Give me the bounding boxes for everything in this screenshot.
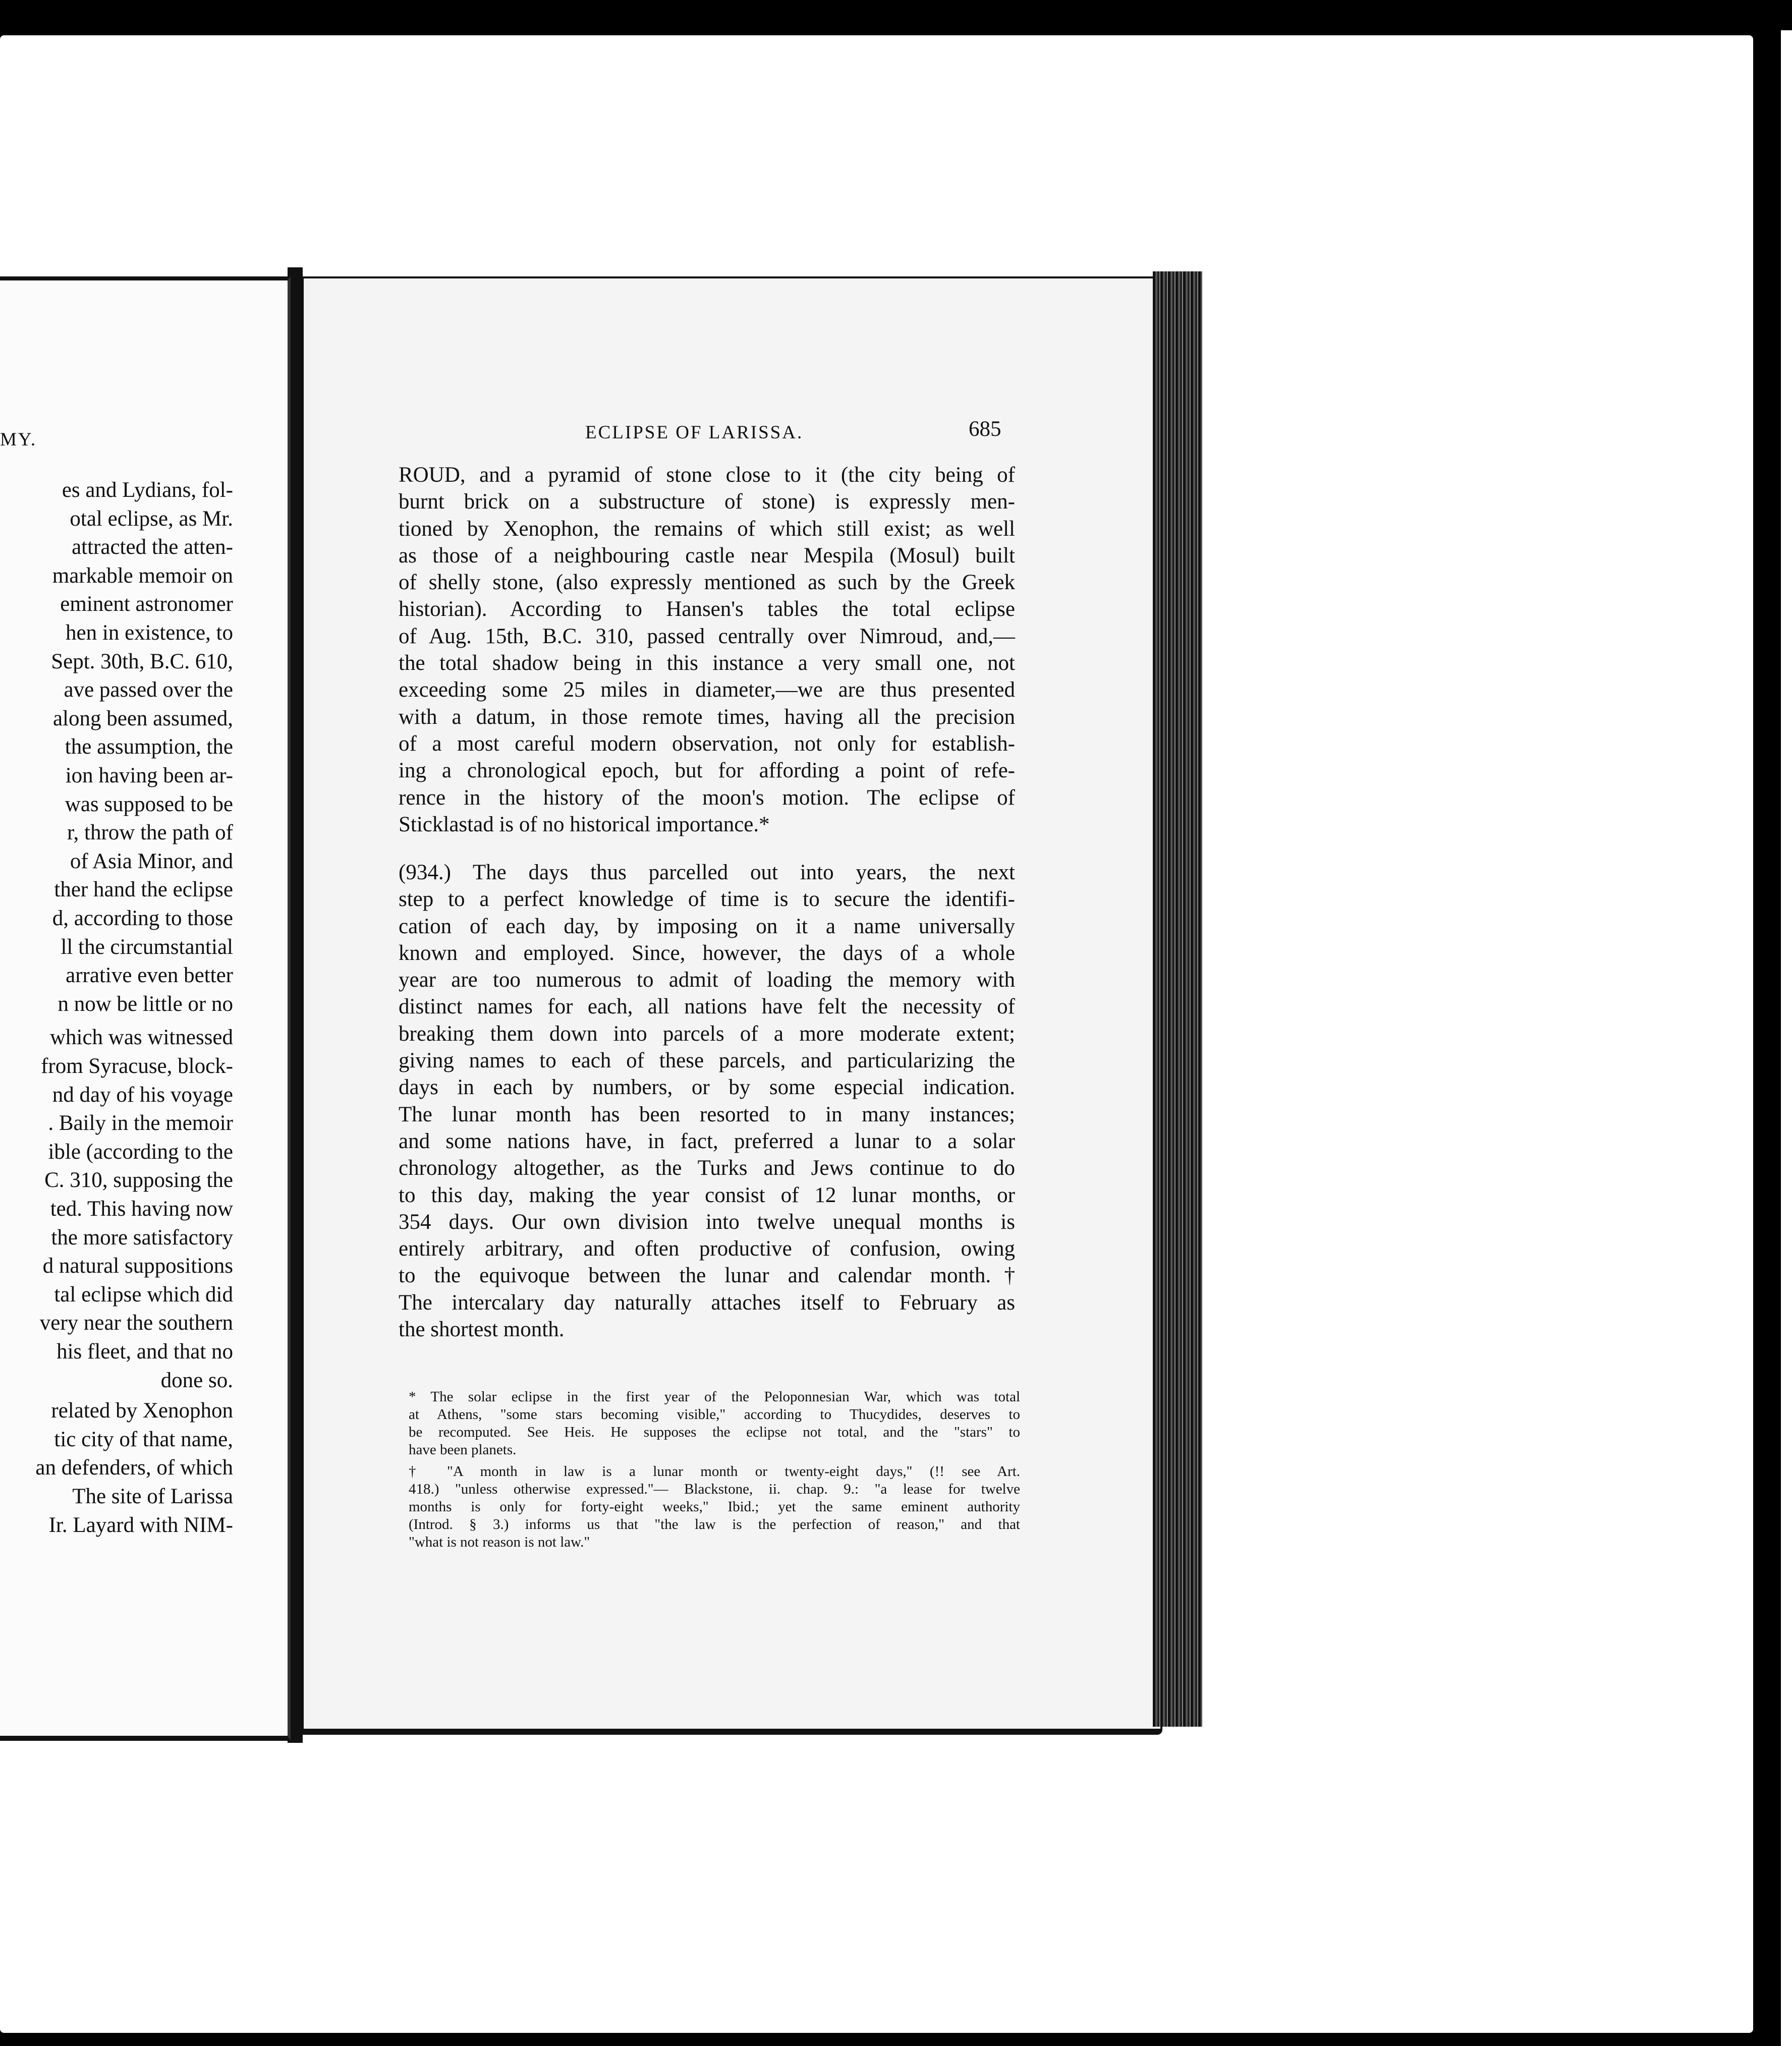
left-text-line: along been assumed,: [52, 706, 233, 730]
text-line: The intercalary day naturally attaches itself to February as: [399, 1290, 1015, 1315]
left-text-line: ave passed over the: [64, 678, 233, 702]
text-line: the shortest month.: [399, 1318, 565, 1342]
text-line: the total shadow being in this instance a very small one, not: [399, 651, 1015, 675]
page-fore-edge: [1153, 271, 1202, 1727]
text-line: of Aug. 15th, B.C. 310, passed centrally over Nimroud, and,—: [399, 624, 1015, 648]
left-text-line: of Asia Minor, and: [70, 849, 233, 873]
left-text-line: Ir. Layard with NIM-: [48, 1513, 233, 1537]
left-text-line: d, according to those: [52, 906, 233, 930]
text-line: The lunar month has been resorted to in many instances;: [399, 1102, 1015, 1126]
left-text-line: n now be little or no: [58, 992, 233, 1016]
text-line: ing a chronological epoch, but for affording a point of refe-: [399, 759, 1015, 783]
left-text-line: ted. This having now: [50, 1197, 233, 1221]
footnote-star: [409, 1388, 1020, 1459]
left-text-line: The site of Larissa: [72, 1485, 233, 1508]
text-line: to this day, making the year consist of 12 lunar months, or: [399, 1183, 1015, 1207]
paragraph-934: [399, 859, 1015, 1343]
text-line: rence in the history of the moon's motion. The eclipse of: [399, 785, 1015, 810]
left-text-line: done so.: [160, 1368, 233, 1392]
scan-edge-strip: [1781, 30, 1792, 2046]
left-text-line: from Syracuse, block-: [41, 1054, 233, 1078]
left-text-line: tic city of that name,: [54, 1427, 233, 1451]
text-line: year are too numerous to admit of loading the memory with: [399, 968, 1015, 992]
left-text-line: tal eclipse which did: [54, 1282, 233, 1306]
text-line: historian). According to Hansen's tables the total eclipse: [399, 597, 1015, 621]
left-text-line: attracted the atten-: [72, 535, 233, 559]
left-text-line: otal eclipse, as Mr.: [70, 506, 233, 531]
footnote-line: months is only for forty-eight weeks," Ibid.; yet the same eminent authority: [409, 1499, 1020, 1515]
page-number: 685: [969, 417, 1001, 441]
text-line: entirely arbitrary, and often productive of confusion, owing: [399, 1237, 1015, 1261]
text-line: exceeding some 25 miles in diameter,—we are thus presented: [399, 678, 1015, 702]
text-line: cation of each day, by imposing on it a name universally: [399, 914, 1015, 938]
text-line: (934.) The days thus parcelled out into years, the next: [399, 861, 1015, 884]
footnote-line: be recomputed. See Heis. He supposes the eclipse not total, and the "stars" to: [409, 1424, 1020, 1440]
text-line: tioned by Xenophon, the remains of which still exist; as well: [399, 517, 1015, 541]
left-text-line: es and Lydians, fol-: [62, 478, 233, 502]
left-text-line: ther hand the eclipse: [54, 878, 233, 902]
left-text-line: related by Xenophon: [51, 1399, 233, 1423]
left-text-line: eminent astronomer: [60, 592, 233, 616]
left-text-line: nd day of his voyage: [52, 1083, 233, 1107]
text-line: distinct names for each, all nations have felt the necessity of: [399, 995, 1015, 1019]
footnote-line: have been planets.: [409, 1442, 517, 1458]
text-line: with a datum, in those remote times, having all the precision: [399, 705, 1015, 729]
text-line: and some nations have, in fact, preferred a lunar to a solar: [399, 1129, 1015, 1153]
text-line: of a most careful modern observation, not only for establish-: [399, 731, 1015, 756]
left-text-line: the assumption, the: [65, 735, 233, 759]
left-text-line: the more satisfactory: [51, 1225, 233, 1249]
footnote-line: at Athens, "some stars becoming visible," according to Thucydides, deserves to: [409, 1406, 1020, 1423]
footnote-line: * The solar eclipse in the first year of the Peloponnesian War, which was total: [409, 1389, 1020, 1405]
text-line: chronology altogether, as the Turks and Jews continue to do: [399, 1156, 1015, 1180]
text-line: ROUD, and a pyramid of stone close to it (the city being of: [399, 463, 1015, 487]
left-text-line: arrative even better: [66, 963, 233, 988]
left-text-line: was supposed to be: [65, 792, 233, 816]
text-line: giving names to each of these parcels, and particularizing the: [399, 1049, 1015, 1073]
left-text-line: d natural suppositions: [42, 1254, 233, 1278]
left-text-line: an defenders, of which: [35, 1456, 233, 1480]
left-text-line: . Baily in the memoir: [48, 1111, 233, 1135]
left-text-line: ion having been ar-: [65, 764, 233, 787]
footnote-dagger: [409, 1463, 1020, 1551]
left-text-line: very near the southern: [39, 1311, 233, 1335]
left-text-line: r, throw the path of: [67, 821, 233, 845]
text-line: breaking them down into parcels of a more moderate extent;: [399, 1021, 1015, 1046]
footnote-line: † "A month in law is a lunar month or twenty-eight days," (!! see Art.: [409, 1463, 1020, 1480]
text-line: days in each by numbers, or by some especial indication.: [399, 1075, 1015, 1100]
text-line: 354 days. Our own division into twelve unequal months is: [399, 1210, 1015, 1234]
left-running-head: MY.: [0, 429, 37, 450]
text-line: step to a perfect knowledge of time is to secure the identifi-: [399, 887, 1015, 912]
paragraph-1: [399, 462, 1015, 838]
text-line: known and employed. Since, however, the days of a whole: [399, 941, 1015, 965]
footnote-line: "what is not reason is not law.": [409, 1534, 590, 1550]
left-text-line: Sept. 30th, B.C. 610,: [51, 649, 233, 673]
text-line: to the equivoque between the lunar and calendar month.†: [399, 1264, 1015, 1288]
left-text-line: ll the circumstantial: [61, 935, 233, 959]
left-text-line: which was witnessed: [49, 1026, 233, 1050]
text-line: as those of a neighbouring castle near Mespila (Mosul) built: [399, 543, 1015, 567]
text-line: of shelly stone, (also expressly mentioned as such by the Greek: [399, 571, 1015, 595]
text-line: burnt brick on a substructure of stone) is expressly men-: [399, 490, 1015, 514]
left-text-line: C. 310, supposing the: [44, 1168, 233, 1192]
running-head: ECLIPSE OF LARISSA.: [585, 422, 804, 443]
footnote-line: 418.) "unless otherwise expressed."— Blackstone, ii. chap. 9.: "a lease for twelve: [409, 1481, 1020, 1497]
footnote-line: (Introd. § 3.) informs us that "the law is the perfection of reason," and that: [409, 1516, 1020, 1532]
left-text-line: his fleet, and that no: [57, 1340, 233, 1363]
left-text-line: ible (according to the: [48, 1140, 233, 1164]
left-text-line: hen in existence, to: [66, 621, 233, 645]
left-text-line: markable memoir on: [52, 563, 233, 588]
text-line: Sticklastad is of no historical importance.*: [399, 812, 770, 836]
